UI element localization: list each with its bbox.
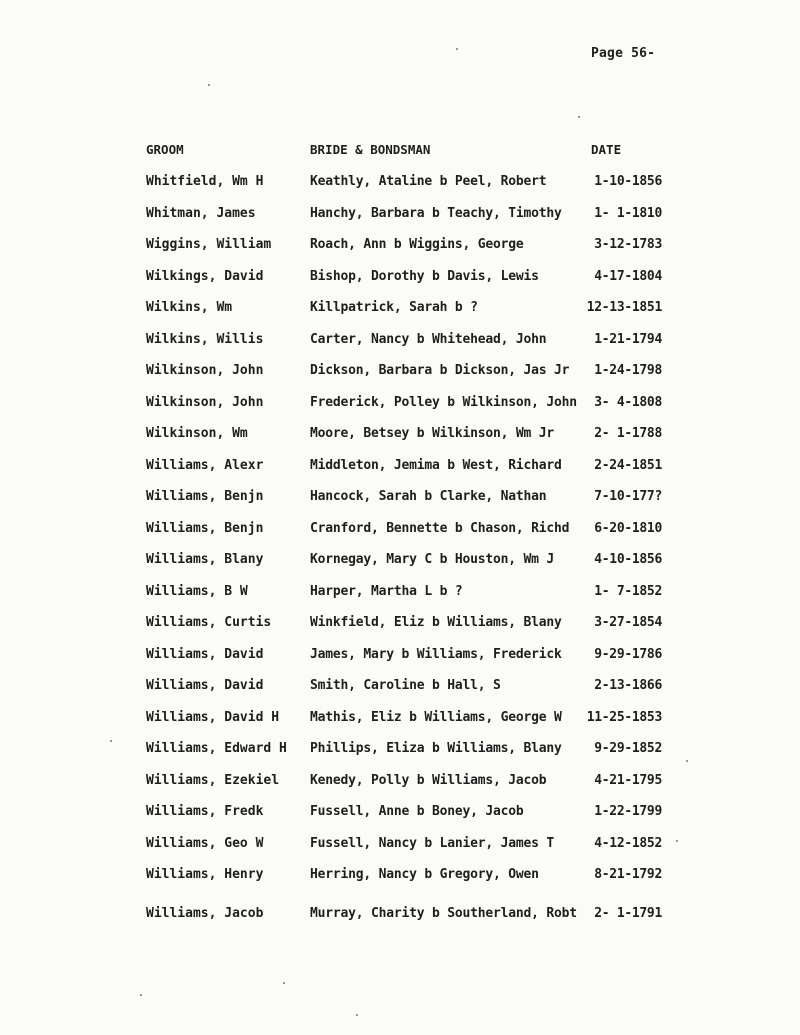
record-row bbox=[0, 206, 800, 228]
record-row bbox=[0, 584, 800, 606]
record-row bbox=[0, 174, 800, 196]
bride-bondsman: Winkfield, Eliz b Williams, Blany bbox=[310, 615, 562, 630]
bride-bondsman: Harper, Martha L b ? bbox=[310, 583, 463, 599]
bride-bondsman: Fussell, Nancy b Lanier, James T bbox=[310, 835, 555, 851]
record-row bbox=[0, 458, 800, 480]
groom-name: Williams, Alexr bbox=[146, 457, 264, 473]
groom-name: Wilkinson, Wm bbox=[146, 426, 248, 441]
groom-name: Williams, Blany bbox=[146, 552, 264, 567]
groom-name: Williams, Jacob bbox=[146, 906, 264, 921]
bride-bondsman: Mathis, Eliz b Williams, George W bbox=[310, 709, 562, 725]
marriage-date: 1-22-1799 bbox=[594, 804, 662, 819]
scan-speck bbox=[676, 840, 678, 842]
scan-speck bbox=[456, 48, 458, 50]
bride-bondsman: Middleton, Jemima b West, Richard bbox=[310, 457, 562, 473]
groom-name: Williams, Edward H bbox=[146, 741, 287, 756]
marriage-date: 12-13-1851 bbox=[586, 300, 662, 315]
marriage-date: 1- 7-1852 bbox=[594, 583, 662, 599]
groom-name: Williams, Henry bbox=[146, 867, 264, 882]
marriage-date: 1-24-1798 bbox=[594, 363, 662, 378]
marriage-date: 7-10-177? bbox=[594, 489, 662, 504]
bride-bondsman: Fussell, Anne b Boney, Jacob bbox=[310, 804, 524, 819]
marriage-date: 4-12-1852 bbox=[594, 835, 662, 851]
record-row bbox=[0, 615, 800, 637]
bride-bondsman: Frederick, Polley b Wilkinson, John bbox=[310, 394, 577, 410]
marriage-date: 1- 1-1810 bbox=[594, 205, 662, 221]
groom-name: Williams, Benjn bbox=[146, 489, 264, 504]
bride-bondsman: Hanchy, Barbara b Teachy, Timothy bbox=[310, 205, 562, 221]
record-row bbox=[0, 678, 800, 700]
groom-name: Williams, David H bbox=[146, 709, 280, 725]
marriage-date: 9-29-1852 bbox=[594, 741, 662, 756]
marriage-date: 2-13-1866 bbox=[594, 678, 662, 693]
marriage-date: 4-17-1804 bbox=[594, 268, 662, 284]
marriage-date: 4-21-1795 bbox=[594, 772, 662, 788]
bride-bondsman: Phillips, Eliza b Williams, Blany bbox=[310, 741, 562, 756]
marriage-date: 1-10-1856 bbox=[594, 174, 662, 189]
groom-name: Williams, B W bbox=[146, 583, 248, 599]
scan-speck bbox=[578, 116, 580, 118]
header-groom: GROOM bbox=[146, 142, 184, 157]
page-number: Page 56- bbox=[591, 46, 656, 61]
scan-speck bbox=[208, 84, 210, 86]
record-row bbox=[0, 867, 800, 889]
header-date: DATE bbox=[591, 142, 622, 157]
marriage-date: 2- 1-1788 bbox=[594, 426, 662, 441]
record-row bbox=[0, 489, 800, 511]
bride-bondsman: Moore, Betsey b Wilkinson, Wm Jr bbox=[310, 426, 555, 441]
groom-name: Williams, Curtis bbox=[146, 615, 272, 630]
marriage-date: 6-20-1810 bbox=[594, 520, 662, 536]
groom-name: Wilkinson, John bbox=[146, 363, 264, 378]
scan-speck bbox=[283, 982, 285, 984]
record-row bbox=[0, 426, 800, 448]
record-row bbox=[0, 647, 800, 669]
marriage-date: 2-24-1851 bbox=[594, 457, 662, 473]
record-row bbox=[0, 395, 800, 417]
bride-bondsman: Kenedy, Polly b Williams, Jacob bbox=[310, 772, 547, 788]
bride-bondsman: Cranford, Bennette b Chason, Richd bbox=[310, 520, 570, 536]
marriage-date: 8-21-1792 bbox=[594, 867, 662, 882]
record-row bbox=[0, 741, 800, 763]
bride-bondsman: Kornegay, Mary C b Houston, Wm J bbox=[310, 552, 555, 567]
groom-name: Whitfield, Wm H bbox=[146, 174, 264, 189]
groom-name: Williams, David bbox=[146, 678, 264, 693]
bride-bondsman: Herring, Nancy b Gregory, Owen bbox=[310, 867, 539, 882]
record-row bbox=[0, 773, 800, 795]
record-row bbox=[0, 237, 800, 259]
groom-name: Williams, David bbox=[146, 646, 264, 662]
bride-bondsman: Killpatrick, Sarah b ? bbox=[310, 300, 478, 315]
scan-speck bbox=[140, 994, 142, 996]
marriage-date: 3-27-1854 bbox=[594, 615, 662, 630]
bride-bondsman: Bishop, Dorothy b Davis, Lewis bbox=[310, 268, 539, 284]
bride-bondsman: Murray, Charity b Southerland, Robt bbox=[310, 906, 577, 921]
marriage-date: 3- 4-1808 bbox=[594, 394, 662, 410]
groom-name: Wiggins, William bbox=[146, 237, 272, 252]
groom-name: Wilkins, Willis bbox=[146, 331, 264, 347]
groom-name: Whitman, James bbox=[146, 205, 256, 221]
bride-bondsman: Roach, Ann b Wiggins, George bbox=[310, 237, 524, 252]
groom-name: Wilkinson, John bbox=[146, 394, 264, 410]
groom-name: Williams, Ezekiel bbox=[146, 772, 280, 788]
bride-bondsman: Hancock, Sarah b Clarke, Nathan bbox=[310, 489, 547, 504]
marriage-date: 4-10-1856 bbox=[594, 552, 662, 567]
groom-name: Williams, Benjn bbox=[146, 520, 264, 536]
record-row bbox=[0, 521, 800, 543]
marriage-date: 2- 1-1791 bbox=[594, 906, 662, 921]
marriage-date: 1-21-1794 bbox=[594, 331, 662, 347]
bride-bondsman: Carter, Nancy b Whitehead, John bbox=[310, 331, 547, 347]
marriage-date: 3-12-1783 bbox=[594, 237, 662, 252]
groom-name: Wilkins, Wm bbox=[146, 300, 233, 315]
record-row bbox=[0, 363, 800, 385]
scan-speck bbox=[356, 1014, 358, 1016]
groom-name: Williams, Fredk bbox=[146, 804, 264, 819]
record-row bbox=[0, 804, 800, 826]
scan-speck bbox=[686, 760, 688, 762]
groom-name: Williams, Geo W bbox=[146, 835, 264, 851]
bride-bondsman: Keathly, Ataline b Peel, Robert bbox=[310, 174, 547, 189]
header-bride-bondsman: BRIDE & BONDSMAN bbox=[310, 142, 431, 157]
marriage-date: 11-25-1853 bbox=[586, 709, 662, 725]
bride-bondsman: James, Mary b Williams, Frederick bbox=[310, 646, 562, 662]
record-row bbox=[0, 710, 800, 732]
record-row bbox=[0, 269, 800, 291]
scan-speck bbox=[110, 740, 112, 742]
bride-bondsman: Smith, Caroline b Hall, S bbox=[310, 678, 501, 693]
record-row bbox=[0, 300, 800, 322]
marriage-date: 9-29-1786 bbox=[594, 646, 662, 662]
groom-name: Wilkings, David bbox=[146, 268, 264, 284]
record-row bbox=[0, 332, 800, 354]
record-row bbox=[0, 836, 800, 858]
bride-bondsman: Dickson, Barbara b Dickson, Jas Jr bbox=[310, 363, 570, 378]
record-row bbox=[0, 906, 800, 928]
record-row bbox=[0, 552, 800, 574]
